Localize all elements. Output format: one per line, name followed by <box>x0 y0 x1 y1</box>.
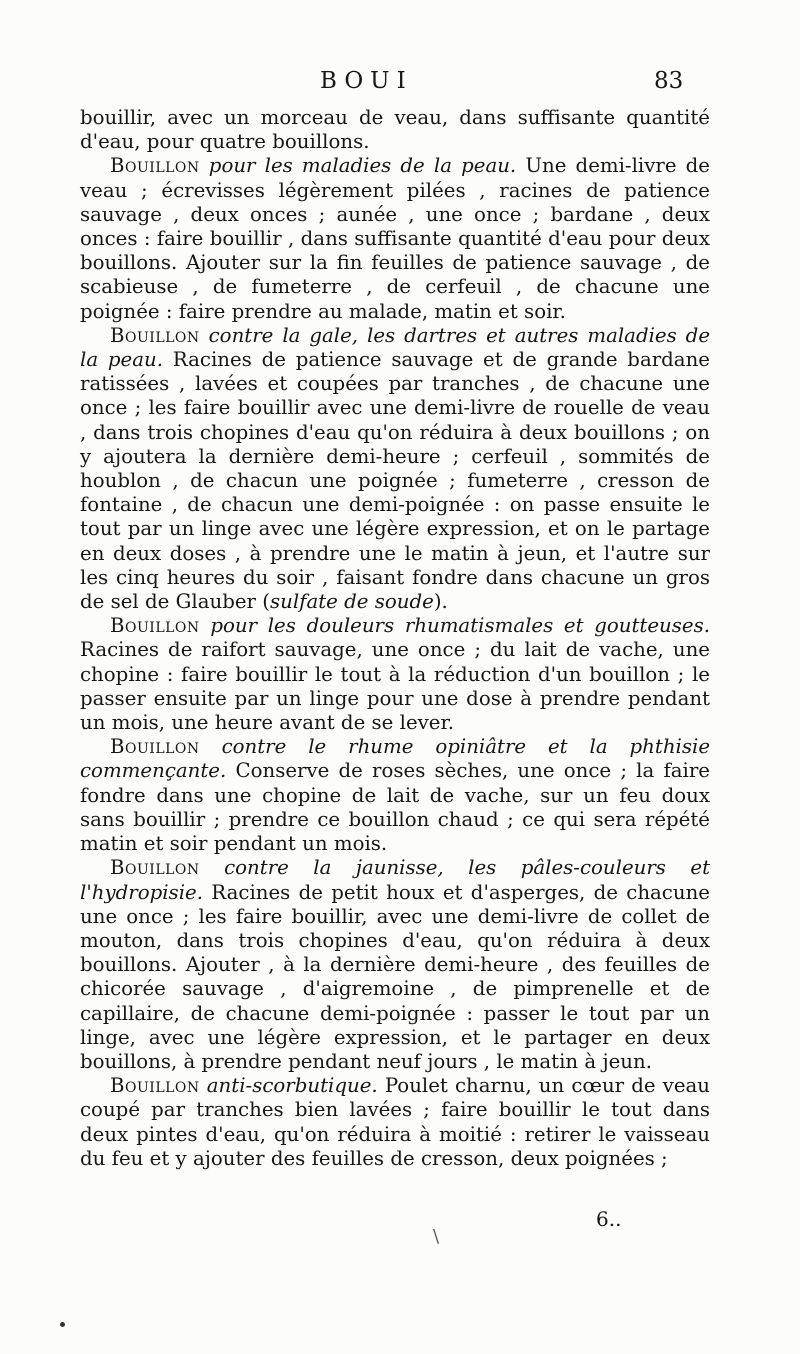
entry-headword: Bouillon <box>110 1074 200 1098</box>
entry-headword: Bouillon <box>110 154 200 178</box>
entry-title: contre la jaunisse, les pâles-couleurs et l'hydropisie. <box>80 856 711 904</box>
entry-text: Racines de patience sauvage et de grande bardane ratissées , lavées et coupées par tranches , de chacune une once ; les faire bouillir avec une demi-livre de rouelle de veau , dans trois chopines d'eau qu'on réduira à deux bouillons ; on y ajoutera la dernière demi-heure ; cerfeuil , sommités de houblon , de chacun une poignée ; fumeterre , cresson de fontaine , de chacun une demi-poignée : on passe ensuite le tout par un linge avec une légère expression, et on le partage en deux doses , à prendre une le matin à jeun, et l'autre sur les cinq heures du soir , faisant fondre dans chacune un gros de sel de Glauber ( <box>80 348 710 614</box>
entry-text: Poulet charnu, un cœur de veau coupé par tranches bien lavées ; faire bouillir le tout dans deux pintes d'eau, qu'on réduira à moitié : retirer le vaisseau du feu et y ajouter des feuilles de cresson, deux poignées ; <box>80 1074 711 1170</box>
entry-headword: Bouillon <box>110 323 200 347</box>
entry-antiscorbutic <box>80 1074 710 1171</box>
entry-headword: Bouillon <box>110 856 200 880</box>
entry-text: Racines de petit houx et d'asperges, de chacune une once ; les faire bouillir, avec une demi-livre de collet de mouton, dans trois chopines d'eau, qu'on réduira à deux bouillons. Ajouter , à la dernière demi-heure , des feuilles de chicorée sauvage , d'aigremoine , de pimprenelle et de capillaire, de chacune demi-poignée : passer le tout par un linge, avec une légère expression, et le partager en deux bouillons, à prendre pendant neuf jours , le matin à jeun. <box>80 880 710 1073</box>
entry-text: Une demi-livre de veau ; écrevisses légèrement pilées , racines de patience sauvage , deux onces ; aunée , une once ; bardane , deux onces : faire bouillir , dans suffisante quantité d'eau pour deux bouillons. Ajouter sur la fin feuilles de patience sauvage , de scabieuse , de fumeterre , de cerfeuil , de chacune une poignée : faire prendre au malade, matin et soir. <box>80 154 710 323</box>
signature-mark: 6.. <box>596 1207 622 1231</box>
entry-cold-phthisis <box>80 735 710 856</box>
entry-scabies <box>80 324 710 614</box>
paragraph-continuation <box>80 106 710 154</box>
paragraph-text: bouillir, avec un morceau de veau, dans suffisante quantité d'eau, pour quatre bouillons. <box>80 106 710 154</box>
entry-title: anti-scorbutique. <box>206 1074 378 1098</box>
entry-text-end: ). <box>433 590 448 614</box>
entry-skin-diseases <box>80 154 710 323</box>
page-body <box>80 106 710 1171</box>
running-head: BOUI <box>320 68 413 94</box>
ink-speck <box>60 1322 65 1327</box>
entry-title: pour les douleurs rhumatismales et goutteuses. <box>210 614 711 638</box>
entry-note: sulfate de soude <box>269 590 434 614</box>
page-header <box>0 68 800 102</box>
entry-text: Racines de raifort sauvage, une once ; du lait de vache, une chopine : faire bouillir le tout à la réduction d'un bouillon ; le passer ensuite par un linge pour une dose à prendre pendant un mois, une heure avant de se lever. <box>80 638 710 735</box>
entry-headword: Bouillon <box>110 735 200 759</box>
entry-jaundice <box>80 856 710 1074</box>
entry-rheumatism <box>80 614 710 735</box>
entry-headword: Bouillon <box>110 614 200 638</box>
entry-title: contre le rhume opiniâtre et la phthisie commençante. <box>80 735 711 783</box>
entry-title: contre la gale, les dartres et autres maladies de la peau. <box>80 323 711 372</box>
entry-text: Conserve de roses sèches, une once ; la faire fondre dans une chopine de lait de vache, sur un feu doux sans bouillir ; prendre ce bouillon chaud ; ce qui sera répété matin et soir pendant un mois. <box>80 759 710 856</box>
stray-mark: \ <box>433 1226 440 1247</box>
entry-title: pour les maladies de la peau. <box>208 154 517 178</box>
page-number: 83 <box>654 68 684 94</box>
